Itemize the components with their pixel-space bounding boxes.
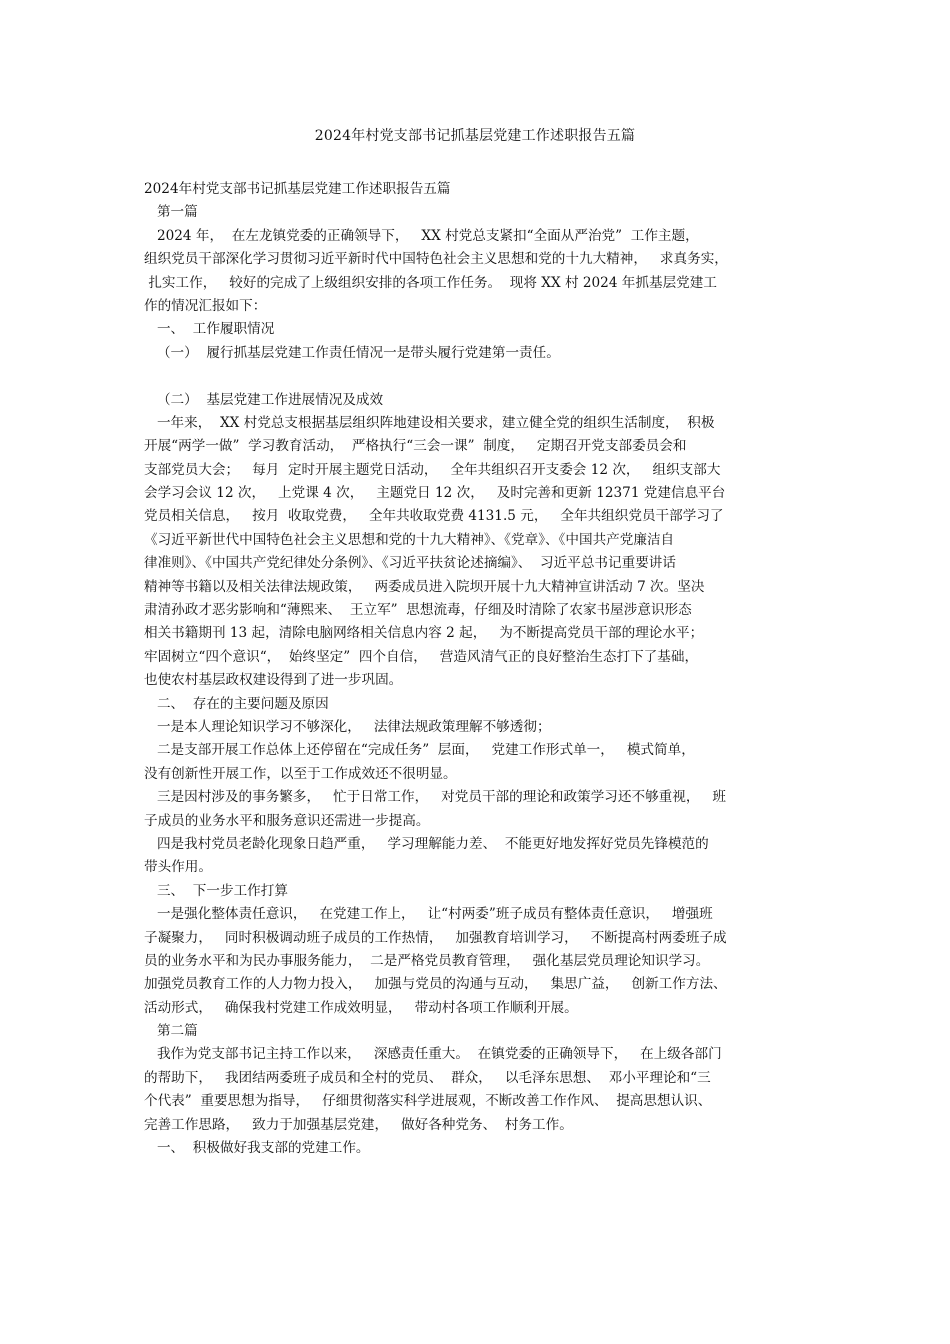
- text-line: 2024年村党支部书记抓基层党建工作述职报告五篇: [144, 181, 451, 197]
- text-line: 《习近平新世代中国特色社会主义思想和党的十九大精神》、《党章》、《中国共产党廉洁自: [144, 531, 675, 548]
- text-line: 开展“两学一做” 学习教育活动， 严格执行“三会一课” 制度， 定期召开党支部委员会和: [144, 438, 687, 455]
- text-line: 作的情况汇报如下：: [144, 297, 267, 314]
- text-line: 党员相关信息， 按月 收取党费， 全年共收取党费 4131.5 元， 全年共组织党员干部学习了: [144, 508, 724, 525]
- text-line: 相关书籍期刊 13 起，清除电脑网络相关信息内容 2 起， 为不断提高党员干部的理论水平；: [144, 625, 704, 642]
- text-line: （一） 履行抓基层党建工作责任情况一是带头履行党建第一责任。: [144, 344, 560, 361]
- text-line: （二） 基层党建工作进展情况及成效: [144, 391, 384, 408]
- text-line: 二、 存在的主要问题及原因: [144, 695, 329, 712]
- text-line: 扎实工作， 较好的完成了上级组织安排的各项工作任务。 现将 XX 村 2024 年抓基层党建工: [144, 274, 717, 291]
- text-line: 带头作用。: [144, 859, 212, 876]
- text-line: 三、 下一步工作打算: [144, 882, 288, 899]
- text-line: 二是支部开展工作总体上还停留在“完成任务” 层面， 党建工作形式单一， 模式简单，: [144, 742, 695, 759]
- text-line: 一是本人理论知识学习不够深化， 法律法规政策理解不够透彻；: [144, 718, 551, 735]
- text-line: 精神等书籍以及相关法律法规政策， 两委成员进入院坝开展十九大精神宣讲活动 7 次。坚决: [144, 578, 705, 595]
- text-line: 一、 积极做好我支部的党建工作。: [144, 1140, 370, 1157]
- text-line: 我作为党支部书记主持工作以来， 深感责任重大。 在镇党委的正确领导下， 在上级各部门: [144, 1046, 722, 1063]
- text-line: 肃清孙政才恶劣影响和“薄熙来、 王立军” 思想流毒，仔细及时清除了农家书屋涉意识形态: [144, 602, 692, 619]
- text-line: 一年来， XX 村党总支根据基层组织阵地建设相关要求，建立健全党的组织生活制度， 积极: [144, 414, 715, 431]
- text-line: 第二篇: [144, 1023, 198, 1040]
- text-line: 子凝聚力， 同时积极调动班子成员的工作热情， 加强教育培训学习， 不断提高村两委班子成: [144, 929, 727, 946]
- text-line: 四是我村党员老龄化现象日趋严重， 学习理解能力差、 不能更好地发挥好党员先锋模范的: [144, 835, 709, 852]
- text-line: 也使农村基层政权建设得到了进一步巩固。: [144, 672, 403, 689]
- text-line: 第一篇: [144, 204, 198, 221]
- document-body: [144, 178, 816, 1160]
- text-line: 子成员的业务水平和服务意识还需进一步提高。: [144, 812, 430, 829]
- text-line: 个代表” 重要思想为指导， 仔细贯彻落实科学进展观，不断改善工作作风、 提高思想认识、: [144, 1093, 712, 1110]
- text-line: 组织党员干部深化学习贯彻习近平新时代中国特色社会主义思想和党的十九大精神， 求真务实，: [144, 251, 728, 268]
- text-line: 律准则》、《中国共产党纪律处分条例》、《习近平扶贫论述摘编》、 习近平总书记重要讲话: [144, 555, 676, 572]
- text-line: 2024 年， 在左龙镇党委的正确领导下， XX 村党总支紧扣“全面从严治党” 工作主题，: [144, 227, 699, 244]
- blank-line: [144, 365, 816, 388]
- text-line: 的帮助下， 我团结两委班子成员和全村的党员、 群众， 以毛泽东思想、 邓小平理论和“三: [144, 1069, 711, 1086]
- text-line: 员的业务水平和为民办事服务能力， 二是严格党员教育管理， 强化基层党员理论知识学习。: [144, 952, 710, 969]
- text-line: 一是强化整体责任意识， 在党建工作上， 让“村两委”班子成员有整体责任意识， 增强班: [144, 906, 713, 923]
- text-line: 会学习会议 12 次， 上党课 4 次， 主题党日 12 次， 及时完善和更新 12371 党建信息平台: [144, 485, 726, 502]
- text-line: 加强党员教育工作的人力物力投入， 加强与党员的沟通与互动， 集思广益， 创新工作方法、: [144, 976, 727, 993]
- document-title: 2024年村党支部书记抓基层党建工作述职报告五篇: [314, 128, 636, 144]
- text-line: 完善工作思路， 致力于加强基层党建， 做好各种党务、 村务工作。: [144, 1116, 573, 1133]
- text-line: 支部党员大会； 每月 定时开展主题党日活动， 全年共组织召开支委会 12 次， 组织支部大: [144, 461, 721, 478]
- text-line: 活动形式， 确保我村党建工作成效明显， 带动村各项工作顺利开展。: [144, 999, 578, 1016]
- text-line: 没有创新性开展工作，以至于工作成效还不很明显。: [144, 765, 457, 782]
- text-line: 一、 工作履职情况: [144, 321, 275, 338]
- text-line: 三是因村涉及的事务繁多， 忙于日常工作， 对党员干部的理论和政策学习还不够重视， 班: [144, 789, 727, 806]
- text-line: 牢固树立“四个意识“， 始终坚定” 四个自信， 营造风清气正的良好整治生态打下了基础，: [144, 648, 699, 665]
